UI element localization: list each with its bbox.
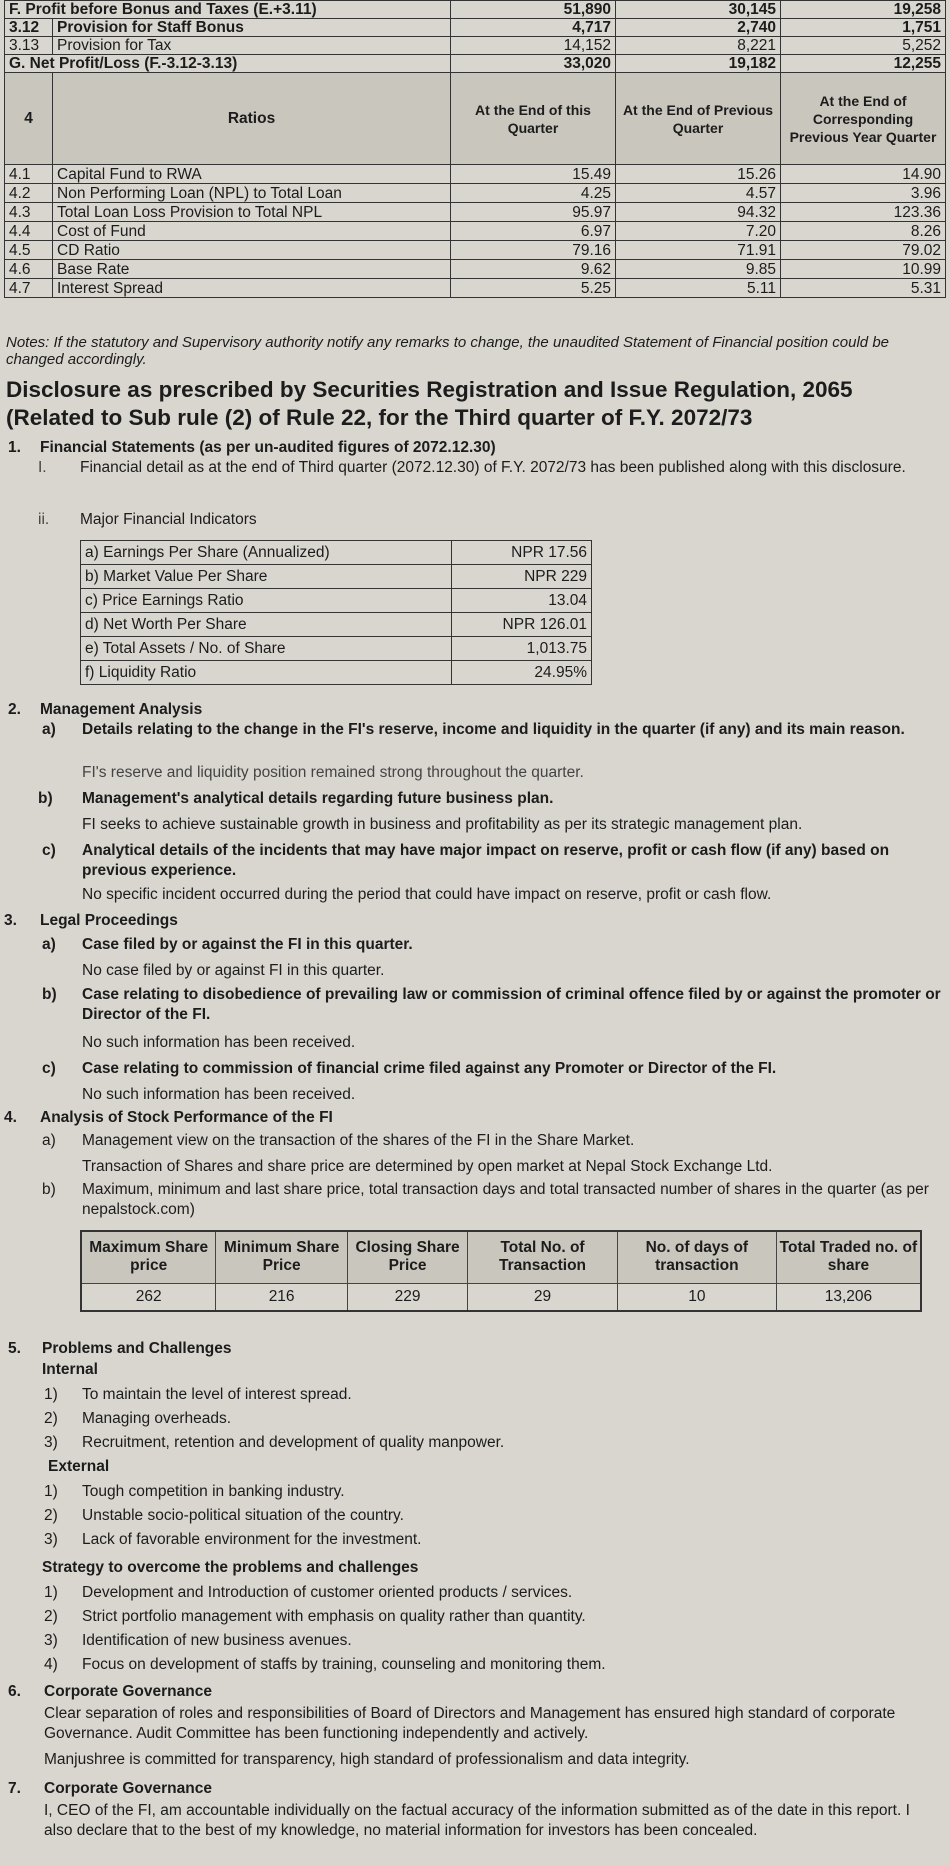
section-2-title: Management Analysis (40, 701, 203, 718)
cell-value: 6.97 (451, 222, 616, 241)
indicator-label: b) Market Value Per Share (81, 565, 452, 589)
strategy-label: Strategy to overcome the problems and challenges (42, 1559, 419, 1576)
list-item: Unstable socio-political situation of the country. (82, 1507, 404, 1524)
ratios-body (5, 165, 946, 298)
cell-value: 7.20 (616, 222, 781, 241)
cell-value: 51,890 (451, 1, 616, 19)
indicator-value: NPR 126.01 (452, 613, 592, 637)
indicator-row (81, 541, 592, 565)
section-6-number: 6. (8, 1683, 21, 1700)
cell-value: 1,751 (781, 19, 946, 37)
stock-value-cell: 13,206 (776, 1283, 921, 1311)
list-item-number: 1) (44, 1584, 58, 1601)
row-label: F. Profit before Bonus and Taxes (E.+3.11) (5, 1, 451, 19)
table-row (5, 165, 946, 184)
s3-a-question: Case filed by or against the FI in this quarter. (82, 936, 413, 953)
cell-value: 9.85 (616, 260, 781, 279)
financial-results-table (4, 0, 946, 298)
cell-value: 2,740 (616, 19, 781, 37)
section-6-paragraph-2: Manjushree is committed for transparency, high standard of professionalism and data integrity. (44, 1751, 690, 1768)
row-label: Provision for Tax (53, 37, 451, 55)
section-7-paragraph: I, CEO of the FI, am accountable individually on the factual accuracy of the information submitted as of the date in this report. I also declare that to the best of my knowledge, no material information for investors has been concealed. (44, 1802, 910, 1839)
stock-value-cell: 262 (81, 1283, 216, 1311)
table-row (5, 279, 946, 298)
s3-b-number: b) (42, 986, 57, 1003)
section-3-title: Legal Proceedings (40, 912, 178, 929)
indicator-row (81, 661, 592, 685)
indicator-row (81, 637, 592, 661)
cell-value: 79.16 (451, 241, 616, 260)
cell-value: 15.49 (451, 165, 616, 184)
s1-ii-number: ii. (38, 511, 50, 528)
indicator-value: 13.04 (452, 589, 592, 613)
table-row (5, 241, 946, 260)
stock-value-cell: 229 (347, 1283, 467, 1311)
row-label: G. Net Profit/Loss (F.-3.12-3.13) (5, 55, 451, 73)
section-5-title: Problems and Challenges (42, 1340, 232, 1357)
s2-a-number: a) (42, 721, 56, 738)
s3-a-number: a) (42, 936, 56, 953)
cell-value: 5,252 (781, 37, 946, 55)
stock-header-cell: Closing Share Price (347, 1231, 467, 1283)
cell-value: 4,717 (451, 19, 616, 37)
row-number: 4.2 (5, 184, 53, 203)
cell-value: 5.11 (616, 279, 781, 298)
row-label: CD Ratio (53, 241, 451, 260)
row-number: 4.3 (5, 203, 53, 222)
table-row (5, 184, 946, 203)
row-label: Base Rate (53, 260, 451, 279)
stock-header-cell: Total Traded no. of share (776, 1231, 921, 1283)
s2-b-answer: FI seeks to achieve sustainable growth in business and profitability as per its strategic management plan. (82, 816, 803, 833)
table-row (5, 1, 946, 19)
indicator-value: NPR 17.56 (452, 541, 592, 565)
s2-a-answer: FI's reserve and liquidity position remained strong throughout the quarter. (82, 764, 584, 781)
list-item: Focus on development of staffs by training, counseling and monitoring them. (82, 1656, 606, 1673)
list-item-number: 4) (44, 1656, 58, 1673)
section-7-number: 7. (8, 1780, 21, 1797)
stock-header-cell: No. of days of transaction (617, 1231, 776, 1283)
s2-b-question: Management's analytical details regarding future business plan. (82, 790, 554, 807)
cell-value: 15.26 (616, 165, 781, 184)
row-number: 3.13 (5, 37, 53, 55)
s3-c-answer: No such information has been received. (82, 1086, 356, 1103)
list-item-number: 1) (44, 1386, 58, 1403)
list-item: Development and Introduction of customer oriented products / services. (82, 1584, 573, 1601)
s1-i-number: I. (38, 459, 47, 476)
s4-a-question: Management view on the transaction of the shares of the FI in the Share Market. (82, 1132, 635, 1149)
indicator-value: 1,013.75 (452, 637, 592, 661)
indicator-label: f) Liquidity Ratio (81, 661, 452, 685)
table-row (5, 55, 946, 73)
stock-performance-table (80, 1230, 922, 1312)
list-item-number: 2) (44, 1608, 58, 1625)
list-item: Managing overheads. (82, 1410, 232, 1427)
cell-value: 33,020 (451, 55, 616, 73)
row-number: 4.1 (5, 165, 53, 184)
section-1-number: 1. (8, 439, 21, 456)
cell-value: 71.91 (616, 241, 781, 260)
list-item-number: 1) (44, 1483, 58, 1500)
list-item-number: 3) (44, 1531, 58, 1548)
header-ratios: Ratios (53, 73, 451, 165)
row-number: 4.4 (5, 222, 53, 241)
s3-a-answer: No case filed by or against FI in this quarter. (82, 962, 385, 979)
s3-c-question: Case relating to commission of financial crime filed against any Promoter or Director of the FI. (82, 1060, 777, 1077)
cell-value: 4.57 (616, 184, 781, 203)
row-label: Cost of Fund (53, 222, 451, 241)
s4-a-number: a) (42, 1132, 56, 1149)
header-this-quarter: At the End of this Quarter (451, 73, 616, 165)
indicator-label: a) Earnings Per Share (Annualized) (81, 541, 452, 565)
notes: Notes: If the statutory and Supervisory authority notify any remarks to change, the unaudited Statement of Financial position could be changed accordingly. (6, 334, 890, 368)
stock-value-cell: 29 (468, 1283, 618, 1311)
section-7-title: Corporate Governance (44, 1780, 212, 1797)
cell-value: 79.02 (781, 241, 946, 260)
stock-header-cell: Minimum Share Price (216, 1231, 348, 1283)
s4-b-question: Maximum, minimum and last share price, total transaction days and total transacted number of shares in the quarter (as per nepalstock.com) (82, 1181, 929, 1218)
table-row (5, 222, 946, 241)
s3-b-question: Case relating to disobedience of prevailing law or commission of criminal offence filed by or against the promoter or Director of the FI. (82, 986, 941, 1023)
section-5-number: 5. (8, 1340, 21, 1357)
cell-value: 12,255 (781, 55, 946, 73)
stock-header-cell: Maximum Share price (81, 1231, 216, 1283)
cell-value: 94.32 (616, 203, 781, 222)
list-item: Tough competition in banking industry. (82, 1483, 345, 1500)
cell-value: 8.26 (781, 222, 946, 241)
row-number: 4.6 (5, 260, 53, 279)
indicator-row (81, 565, 592, 589)
stock-value-cell: 216 (216, 1283, 348, 1311)
s2-a-question: Details relating to the change in the FI's reserve, income and liquidity in the quarter (if any) and its main reason. (82, 721, 905, 738)
row-label: Total Loan Loss Provision to Total NPL (53, 203, 451, 222)
stock-header-row (81, 1231, 921, 1283)
cell-value: 19,182 (616, 55, 781, 73)
external-label: External (48, 1458, 110, 1475)
header-number: 4 (5, 73, 53, 165)
s1-i-text: Financial detail as at the end of Third quarter (2072.12.30) of F.Y. 2072/73 has been published along with this disclosure. (80, 459, 906, 476)
cell-value: 30,145 (616, 1, 781, 19)
section-2-number: 2. (8, 701, 21, 718)
s2-c-number: c) (42, 842, 56, 859)
list-item-number: 3) (44, 1434, 58, 1451)
list-item: To maintain the level of interest spread. (82, 1386, 352, 1403)
section-3-number: 3. (4, 912, 17, 929)
header-previous-year-quarter: At the End of Corresponding Previous Year Quarter (781, 73, 946, 165)
row-label: Non Performing Loan (NPL) to Total Loan (53, 184, 451, 203)
indicator-value: NPR 229 (452, 565, 592, 589)
table-row (5, 37, 946, 55)
stock-header-cell: Total No. of Transaction (468, 1231, 618, 1283)
cell-value: 123.36 (781, 203, 946, 222)
cell-value: 8,221 (616, 37, 781, 55)
ratios-header-row (5, 73, 946, 165)
row-number: 4.5 (5, 241, 53, 260)
indicator-row (81, 613, 592, 637)
cell-value: 5.25 (451, 279, 616, 298)
cell-value: 9.62 (451, 260, 616, 279)
cell-value: 3.96 (781, 184, 946, 203)
cell-value: 95.97 (451, 203, 616, 222)
financial-indicators-table (80, 540, 592, 685)
indicator-label: d) Net Worth Per Share (81, 613, 452, 637)
row-label: Capital Fund to RWA (53, 165, 451, 184)
internal-label: Internal (42, 1361, 98, 1378)
header-previous-quarter: At the End of Previous Quarter (616, 73, 781, 165)
table-row (5, 203, 946, 222)
s4-a-answer: Transaction of Shares and share price are determined by open market at Nepal Stock Exchange Ltd. (82, 1158, 773, 1175)
list-item: Identification of new business avenues. (82, 1632, 352, 1649)
table-row (5, 19, 946, 37)
section-4-number: 4. (4, 1109, 17, 1126)
cell-value: 19,258 (781, 1, 946, 19)
cell-value: 4.25 (451, 184, 616, 203)
list-item-number: 3) (44, 1632, 58, 1649)
cell-value: 14.90 (781, 165, 946, 184)
disclosure-title: Disclosure as prescribed by Securities Registration and Issue Regulation, 2065 (Related to Sub rule (2) of Rule 22, for the Third quarter of F.Y. 2072/73 (6, 377, 853, 430)
s1-ii-text: Major Financial Indicators (80, 511, 257, 528)
s3-c-number: c) (42, 1060, 56, 1077)
cell-value: 5.31 (781, 279, 946, 298)
list-item: Recruitment, retention and development of quality manpower. (82, 1434, 505, 1451)
s4-b-number: b) (42, 1181, 56, 1198)
section-4-title: Analysis of Stock Performance of the FI (40, 1109, 333, 1126)
s2-b-number: b) (38, 790, 53, 807)
cell-value: 14,152 (451, 37, 616, 55)
list-item-number: 2) (44, 1507, 58, 1524)
stock-values-row (81, 1283, 921, 1311)
stock-value-cell: 10 (617, 1283, 776, 1311)
row-number: 4.7 (5, 279, 53, 298)
indicator-label: c) Price Earnings Ratio (81, 589, 452, 613)
s2-c-question: Analytical details of the incidents that may have major impact on reserve, profit or cash flow (if any) based on previous experience. (82, 842, 890, 879)
list-item: Lack of favorable environment for the investment. (82, 1531, 422, 1548)
row-number: 3.12 (5, 19, 53, 37)
row-label: Provision for Staff Bonus (53, 19, 451, 37)
s2-c-answer: No specific incident occurred during the period that could have impact on reserve, profit or cash flow. (82, 886, 772, 903)
s3-b-answer: No such information has been received. (82, 1034, 356, 1051)
cell-value: 10.99 (781, 260, 946, 279)
section-1-title: Financial Statements (as per un-audited figures of 2072.12.30) (40, 439, 496, 456)
indicator-label: e) Total Assets / No. of Share (81, 637, 452, 661)
section-6-paragraph-1: Clear separation of roles and responsibilities of Board of Directors and Management has ensured high standard of corporate Governance. Audit Committee has been functioning independently and actively. (44, 1705, 896, 1742)
row-label: Interest Spread (53, 279, 451, 298)
table-row (5, 260, 946, 279)
indicator-value: 24.95% (452, 661, 592, 685)
list-item-number: 2) (44, 1410, 58, 1427)
indicator-row (81, 589, 592, 613)
section-6-title: Corporate Governance (44, 1683, 212, 1700)
list-item: Strict portfolio management with emphasis on quality rather than quantity. (82, 1608, 586, 1625)
